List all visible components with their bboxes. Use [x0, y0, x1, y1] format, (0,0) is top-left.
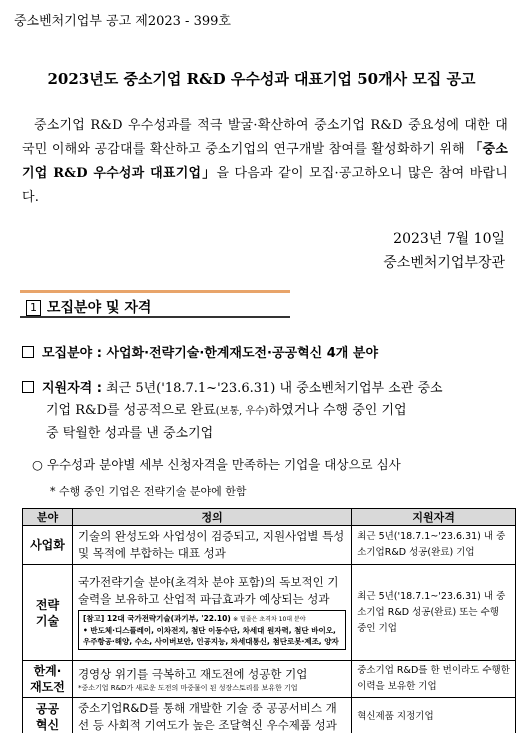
- reference-title: [참고] 12대 국가전략기술(과기부, '22.10): [82, 613, 231, 623]
- footnote-text: * 수행 중인 기업은 전략기술 분야에 한함: [50, 485, 247, 498]
- qualification-cell: 최근 5년('18.7.1~'23.6.31) 내 중소기업R&D 성공(완료) 기업: [352, 526, 516, 565]
- intro-paragraph: [22, 114, 508, 210]
- section-number: 1: [26, 300, 41, 316]
- field-cell-text: 한계·재도전: [30, 664, 65, 694]
- notice-date: 2023년 7월 10일: [393, 231, 505, 247]
- definition-cell: [72, 565, 351, 661]
- definition-cell: 중소기업R&D를 통해 개발한 기술 중 공공서비스 개선 등 사회적 기여도가 높은 조달혁신 우수제품 성과: [72, 698, 351, 733]
- qualification-line-1: 최근 5년('18.7.1~'23.6.31) 내 중소벤처기업부 소관 중소: [101, 381, 443, 396]
- table-row: [23, 526, 516, 565]
- qualification-line-2-small: (보통, 우수): [215, 406, 269, 417]
- qualification-cell: 중소기업 R&D를 한 번이라도 수행한 이력을 보유한 기업: [352, 661, 516, 698]
- circle-bullet-text: ○ 우수성과 분야별 세부 신청자격을 만족하는 기업을 대상으로 심사: [32, 457, 401, 472]
- field-cell: [23, 565, 73, 661]
- document-title: 2023년도 중소기업 R&D 우수성과 대표기업 50개사 모집 공고: [47, 70, 476, 88]
- qualification-cell: 최근 5년('18.7.1~'23.6.31) 내 중소기업 R&D 성공(완료) 또는 수행 중인 기업: [352, 565, 516, 661]
- table-row: [23, 661, 516, 698]
- qualification-label: 지원자격 :: [42, 381, 102, 396]
- table-row: [23, 698, 516, 733]
- definition-cell: [72, 661, 351, 698]
- section-title-text: 모집분야 및 자격: [47, 300, 152, 316]
- table-header-cell: 정의: [72, 509, 351, 526]
- table-header-row: [23, 509, 516, 526]
- field-cell: 사업화: [23, 526, 73, 565]
- qualification-table: [22, 508, 516, 733]
- issuing-organization: 중소벤처기업부장관: [383, 255, 505, 271]
- definition-subnote: *중소기업 R&D가 새로운 도전의 마중물이 된 성장스토리를 보유한 기업: [77, 683, 298, 692]
- definition-text: 국가전략기술 분야(초격차 분야 포함)의 독보적인 기술력을 보유하고 산업적 파급효과가 예상되는 성과: [77, 574, 339, 606]
- reference-note: ※ 밑줄은 초격차 10대 분야: [233, 615, 306, 623]
- intro-highlight: 「중소기업 R&D 우수성과 대표기업」: [22, 142, 509, 181]
- reference-body: • 반도체·디스플레이, 이차전지, 첨단 이동수단, 차세대 원자력, 첨단 바이오, 우주항공·해양, 수소, 사이버보안, 인공지능, 차세대통신, 첨단로봇·제조, 양자: [82, 625, 339, 646]
- table-header-cell: 지원자격: [352, 509, 516, 526]
- intro-text-2: 을 다음과 같이 모집·공고하오니 많은 참여 바랍니다.: [22, 166, 508, 205]
- bullet-qualification: [22, 378, 512, 445]
- field-cell-text: 전략기술: [35, 597, 60, 628]
- square-bullet-icon: [22, 381, 34, 393]
- qualification-line-2a: 기업 R&D를 성공적으로 완료: [46, 403, 216, 418]
- notice-number: 중소벤처기업부 공고 제2023 - 399호: [14, 14, 231, 29]
- square-bullet-icon: [22, 346, 34, 358]
- table-row: [23, 565, 516, 661]
- field-cell: [23, 698, 73, 733]
- qualification-cell: 혁신제품 지정기업: [352, 698, 516, 733]
- definition-cell: 기술의 완성도와 사업성이 검증되고, 지원사업별 특성 및 목적에 부합하는 대표 성과: [72, 526, 351, 565]
- table-header-cell: 분야: [23, 509, 73, 526]
- field-cell-text: 공공혁신: [35, 702, 60, 732]
- field-cell: [23, 661, 73, 698]
- qualification-line-3: 중 탁월한 성과를 낸 중소기업: [46, 426, 214, 441]
- qualification-line-2b: 하였거나 수행 중인 기업: [268, 403, 407, 418]
- definition-text: 경영상 위기를 극복하고 재도전에 성공한 기업: [77, 666, 308, 681]
- section-title: [26, 297, 151, 317]
- intro-text-1: 중소기업 R&D 우수성과를 적극 발굴·확산하여 중소기업 R&D 중요성에 대한 대국민 이해와 공감대를 확산하고 중소기업의 연구개발 참여를 활성화하기 위해: [22, 118, 508, 157]
- reference-box: [78, 610, 346, 650]
- bullet-recruit-field: [22, 343, 378, 365]
- recruit-field-text: 모집분야 : 사업화·전략기술·한계재도전·공공혁신 4개 분야: [42, 346, 378, 361]
